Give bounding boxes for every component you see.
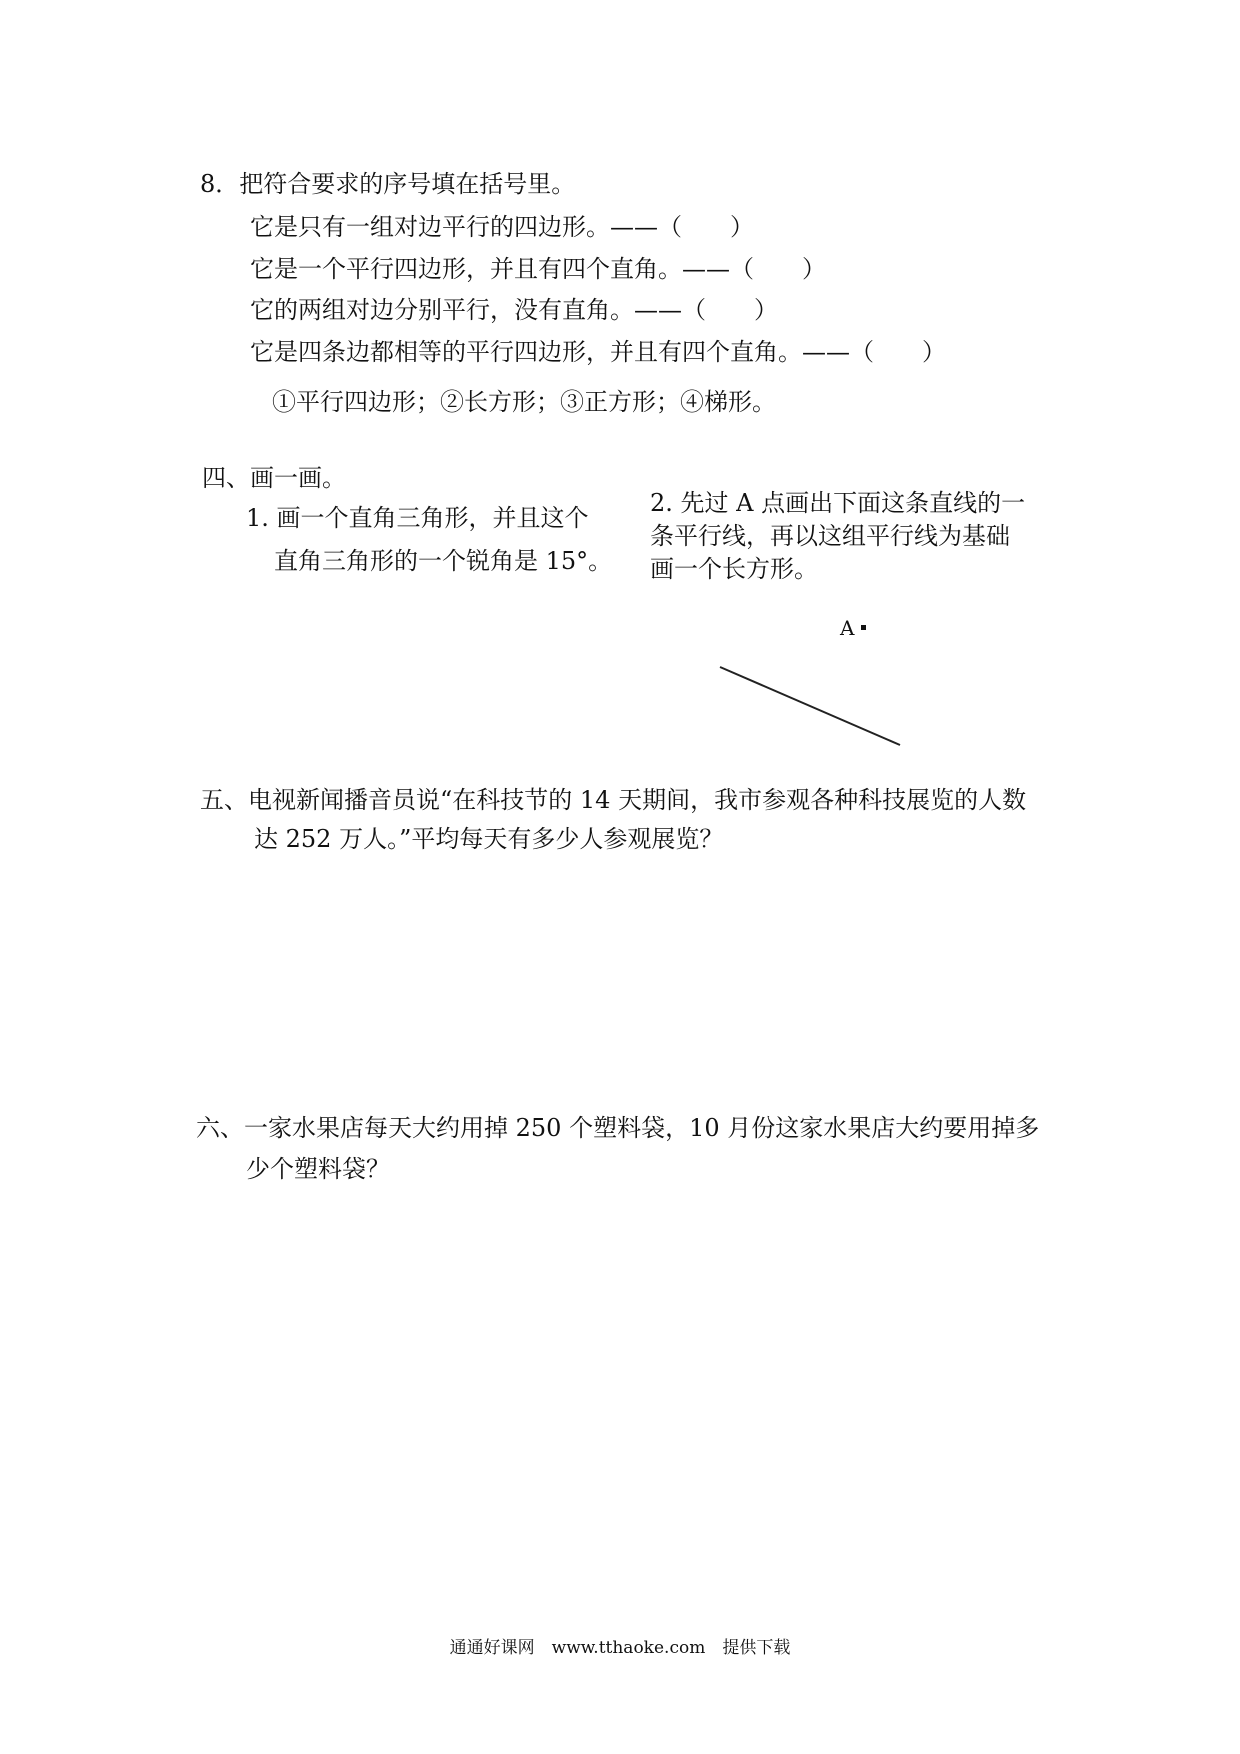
question-8-options: ①平行四边形；②长方形；③正方形；④梯形。 — [272, 388, 776, 416]
section-4-question-1-line-1: 1. 画一个直角三角形，并且这个 — [246, 504, 589, 532]
question-8-item-3: 它的两组对边分别平行，没有直角。——（ ） — [250, 296, 778, 324]
section-6-line-2: 少个塑料袋？ — [246, 1155, 390, 1183]
given-straight-line — [720, 667, 900, 745]
question-8-item-1: 它是只有一组对边平行的四边形。——（ ） — [250, 213, 754, 241]
point-a-label: A — [840, 616, 855, 640]
section-4-question-2-line-2: 条平行线，再以这组平行线为基础 — [650, 522, 1010, 550]
section-6-line-1: 六、一家水果店每天大约用掉 250 个塑料袋，10 月份这家水果店大约要用掉多 — [196, 1114, 1040, 1142]
footer-source: 通通好课网 www.tthaoke.com 提供下载 — [449, 1638, 791, 1658]
question-8-title: 8．把符合要求的序号填在括号里。 — [200, 170, 576, 198]
section-5-line-1: 五、电视新闻播音员说“在科技节的 14 天期间，我市参观各种科技展览的人数 — [200, 786, 1027, 814]
section-4-title: 四、画一画。 — [202, 464, 346, 492]
point-a-marker — [861, 625, 866, 630]
section-4-question-2-line-1: 2. 先过 A 点画出下面这条直线的一 — [650, 489, 1026, 517]
given-line-diagram — [700, 655, 920, 755]
section-5-line-2: 达 252 万人。”平均每天有多少人参观展览？ — [254, 825, 724, 853]
question-8-item-4: 它是四条边都相等的平行四边形，并且有四个直角。——（ ） — [250, 338, 946, 366]
question-8-item-2: 它是一个平行四边形，并且有四个直角。——（ ） — [250, 255, 826, 283]
section-4-question-2-line-3: 画一个长方形。 — [650, 555, 818, 583]
section-4-question-1-line-2: 直角三角形的一个锐角是 15°。 — [274, 547, 613, 575]
